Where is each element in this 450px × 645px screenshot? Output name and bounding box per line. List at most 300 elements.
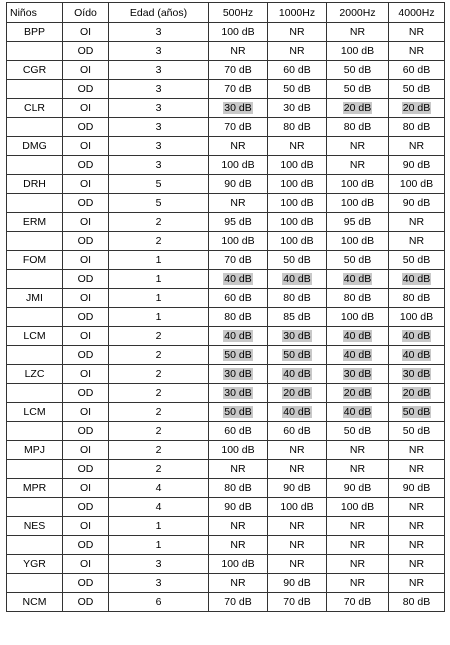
threshold-value: NR xyxy=(230,577,246,589)
threshold-value: 100 dB xyxy=(280,501,314,513)
cell-4000hz xyxy=(389,137,445,156)
threshold-value: 30 dB xyxy=(283,102,311,114)
threshold-value: NR xyxy=(408,520,425,532)
threshold-value: NR xyxy=(289,26,305,38)
threshold-value: 80 dB xyxy=(224,311,252,323)
cell-2000hz xyxy=(327,498,389,517)
table-row xyxy=(7,99,445,118)
audiometry-table-container xyxy=(6,2,444,612)
cell-4000hz xyxy=(389,270,445,289)
cell-1000hz xyxy=(268,555,327,574)
cell-500hz xyxy=(209,460,268,479)
threshold-value: 85 dB xyxy=(283,311,311,323)
cell-1000hz xyxy=(268,574,327,593)
threshold-value: 50 dB xyxy=(402,406,431,418)
threshold-value: NR xyxy=(408,140,425,152)
threshold-value: NR xyxy=(230,45,246,57)
cell-nino: LCM xyxy=(7,403,63,422)
cell-oido: OD xyxy=(63,422,109,441)
cell-4000hz xyxy=(389,384,445,403)
header-2000hz: 2000Hz xyxy=(327,3,389,23)
threshold-value: NR xyxy=(289,539,305,551)
cell-2000hz xyxy=(327,289,389,308)
cell-1000hz xyxy=(268,42,327,61)
threshold-value: NR xyxy=(289,45,305,57)
cell-nino xyxy=(7,422,63,441)
threshold-value: NR xyxy=(349,558,366,570)
cell-nino: DRH xyxy=(7,175,63,194)
cell-oido: OI xyxy=(63,365,109,384)
cell-2000hz xyxy=(327,536,389,555)
cell-nino xyxy=(7,194,63,213)
threshold-value: 60 dB xyxy=(224,425,252,437)
threshold-value: 80 dB xyxy=(224,482,252,494)
cell-nino xyxy=(7,232,63,251)
threshold-value: NR xyxy=(349,539,366,551)
cell-edad: 2 xyxy=(109,346,209,365)
cell-1000hz xyxy=(268,99,327,118)
cell-4000hz xyxy=(389,213,445,232)
threshold-value: 100 dB xyxy=(340,178,375,190)
cell-2000hz xyxy=(327,422,389,441)
cell-nino: MPJ xyxy=(7,441,63,460)
cell-oido: OD xyxy=(63,232,109,251)
cell-1000hz xyxy=(268,194,327,213)
cell-edad: 1 xyxy=(109,289,209,308)
threshold-value: 50 dB xyxy=(343,64,372,76)
cell-2000hz xyxy=(327,574,389,593)
threshold-value: NR xyxy=(349,463,366,475)
threshold-value: NR xyxy=(349,577,366,589)
cell-2000hz xyxy=(327,213,389,232)
threshold-value: 90 dB xyxy=(343,482,372,494)
threshold-value: NR xyxy=(230,140,246,152)
cell-oido: OI xyxy=(63,289,109,308)
table-row xyxy=(7,23,445,42)
threshold-value: 30 dB xyxy=(224,368,252,380)
threshold-value: 100 dB xyxy=(399,311,434,323)
threshold-value: 100 dB xyxy=(399,178,434,190)
threshold-value: NR xyxy=(408,444,425,456)
cell-edad: 1 xyxy=(109,270,209,289)
cell-2000hz xyxy=(327,365,389,384)
cell-1000hz xyxy=(268,137,327,156)
threshold-value: 95 dB xyxy=(224,216,252,228)
threshold-value: NR xyxy=(408,216,425,228)
cell-500hz xyxy=(209,61,268,80)
cell-2000hz xyxy=(327,327,389,346)
cell-500hz xyxy=(209,137,268,156)
cell-2000hz xyxy=(327,479,389,498)
cell-4000hz xyxy=(389,175,445,194)
cell-oido: OI xyxy=(63,517,109,536)
cell-4000hz xyxy=(389,23,445,42)
threshold-value: 100 dB xyxy=(280,216,314,228)
cell-edad: 3 xyxy=(109,42,209,61)
cell-4000hz xyxy=(389,498,445,517)
threshold-value: 100 dB xyxy=(280,235,314,247)
cell-oido: OD xyxy=(63,593,109,612)
cell-1000hz xyxy=(268,536,327,555)
threshold-value: 100 dB xyxy=(280,159,314,171)
cell-4000hz xyxy=(389,251,445,270)
threshold-value: 100 dB xyxy=(340,501,375,513)
cell-500hz xyxy=(209,365,268,384)
table-row xyxy=(7,118,445,137)
cell-2000hz xyxy=(327,194,389,213)
cell-oido: OD xyxy=(63,156,109,175)
cell-4000hz xyxy=(389,574,445,593)
threshold-value: NR xyxy=(349,444,366,456)
cell-1000hz xyxy=(268,118,327,137)
cell-1000hz xyxy=(268,498,327,517)
header-ninos: Niños xyxy=(7,3,63,23)
threshold-value: 100 dB xyxy=(280,178,314,190)
cell-4000hz xyxy=(389,460,445,479)
cell-nino xyxy=(7,156,63,175)
threshold-value: 50 dB xyxy=(343,254,372,266)
threshold-value: NR xyxy=(230,463,246,475)
cell-oido: OD xyxy=(63,270,109,289)
cell-nino: ERM xyxy=(7,213,63,232)
cell-500hz xyxy=(209,498,268,517)
cell-2000hz xyxy=(327,270,389,289)
threshold-value: 20 dB xyxy=(343,102,372,114)
cell-1000hz xyxy=(268,175,327,194)
cell-500hz xyxy=(209,346,268,365)
cell-2000hz xyxy=(327,61,389,80)
header-edad: Edad (años) xyxy=(109,3,209,23)
cell-500hz xyxy=(209,99,268,118)
cell-500hz xyxy=(209,403,268,422)
threshold-value: 40 dB xyxy=(283,273,311,285)
cell-1000hz xyxy=(268,156,327,175)
threshold-value: 100 dB xyxy=(221,558,255,570)
cell-nino xyxy=(7,498,63,517)
table-row xyxy=(7,384,445,403)
cell-oido: OI xyxy=(63,327,109,346)
header-500hz: 500Hz xyxy=(209,3,268,23)
threshold-value: 20 dB xyxy=(402,102,431,114)
cell-1000hz xyxy=(268,365,327,384)
cell-1000hz xyxy=(268,270,327,289)
threshold-value: 40 dB xyxy=(402,349,431,361)
table-row xyxy=(7,61,445,80)
threshold-value: 40 dB xyxy=(402,273,431,285)
cell-oido: OI xyxy=(63,175,109,194)
cell-500hz xyxy=(209,441,268,460)
cell-500hz xyxy=(209,536,268,555)
cell-nino: DMG xyxy=(7,137,63,156)
cell-edad: 3 xyxy=(109,61,209,80)
cell-2000hz xyxy=(327,99,389,118)
cell-oido: OD xyxy=(63,346,109,365)
table-row xyxy=(7,42,445,61)
threshold-value: 20 dB xyxy=(343,387,372,399)
cell-edad: 3 xyxy=(109,137,209,156)
cell-2000hz xyxy=(327,460,389,479)
cell-oido: OI xyxy=(63,479,109,498)
cell-1000hz xyxy=(268,346,327,365)
cell-500hz xyxy=(209,175,268,194)
cell-4000hz xyxy=(389,194,445,213)
cell-2000hz xyxy=(327,517,389,536)
table-row xyxy=(7,289,445,308)
cell-1000hz xyxy=(268,80,327,99)
cell-4000hz xyxy=(389,422,445,441)
table-header-row xyxy=(7,3,445,23)
table-row xyxy=(7,593,445,612)
cell-500hz xyxy=(209,327,268,346)
threshold-value: 40 dB xyxy=(343,406,372,418)
cell-1000hz xyxy=(268,460,327,479)
cell-2000hz xyxy=(327,156,389,175)
threshold-value: 100 dB xyxy=(340,45,375,57)
threshold-value: 50 dB xyxy=(283,349,311,361)
threshold-value: 80 dB xyxy=(402,292,431,304)
threshold-value: NR xyxy=(408,26,425,38)
cell-500hz xyxy=(209,23,268,42)
cell-edad: 5 xyxy=(109,175,209,194)
threshold-value: 40 dB xyxy=(343,330,372,342)
threshold-value: NR xyxy=(408,539,425,551)
cell-oido: OI xyxy=(63,23,109,42)
cell-nino xyxy=(7,80,63,99)
threshold-value: 70 dB xyxy=(224,254,252,266)
cell-edad: 2 xyxy=(109,232,209,251)
threshold-value: NR xyxy=(349,159,366,171)
cell-nino: LZC xyxy=(7,365,63,384)
cell-edad: 3 xyxy=(109,574,209,593)
cell-4000hz xyxy=(389,118,445,137)
threshold-value: 30 dB xyxy=(224,387,252,399)
cell-4000hz xyxy=(389,593,445,612)
threshold-value: 50 dB xyxy=(402,254,431,266)
cell-edad: 1 xyxy=(109,251,209,270)
cell-500hz xyxy=(209,232,268,251)
cell-500hz xyxy=(209,517,268,536)
table-row xyxy=(7,213,445,232)
cell-500hz xyxy=(209,479,268,498)
cell-nino xyxy=(7,460,63,479)
cell-oido: OI xyxy=(63,61,109,80)
cell-1000hz xyxy=(268,479,327,498)
cell-1000hz xyxy=(268,593,327,612)
cell-500hz xyxy=(209,42,268,61)
cell-2000hz xyxy=(327,80,389,99)
threshold-value: 70 dB xyxy=(224,596,252,608)
cell-edad: 3 xyxy=(109,99,209,118)
threshold-value: 40 dB xyxy=(224,273,252,285)
threshold-value: 50 dB xyxy=(343,83,372,95)
cell-nino xyxy=(7,346,63,365)
cell-2000hz xyxy=(327,232,389,251)
cell-4000hz xyxy=(389,536,445,555)
table-row xyxy=(7,441,445,460)
threshold-value: 90 dB xyxy=(283,577,311,589)
table-row xyxy=(7,422,445,441)
table-row xyxy=(7,517,445,536)
threshold-value: 30 dB xyxy=(402,368,431,380)
threshold-value: 80 dB xyxy=(402,596,431,608)
threshold-value: 100 dB xyxy=(221,235,255,247)
cell-4000hz xyxy=(389,517,445,536)
cell-nino xyxy=(7,118,63,137)
cell-edad: 6 xyxy=(109,593,209,612)
cell-edad: 5 xyxy=(109,194,209,213)
cell-edad: 2 xyxy=(109,213,209,232)
cell-edad: 4 xyxy=(109,498,209,517)
cell-edad: 2 xyxy=(109,403,209,422)
cell-500hz xyxy=(209,80,268,99)
threshold-value: 100 dB xyxy=(280,197,314,209)
cell-edad: 2 xyxy=(109,422,209,441)
cell-500hz xyxy=(209,213,268,232)
threshold-value: 100 dB xyxy=(221,159,255,171)
cell-1000hz xyxy=(268,384,327,403)
threshold-value: 40 dB xyxy=(343,349,372,361)
table-row xyxy=(7,80,445,99)
cell-nino: FOM xyxy=(7,251,63,270)
table-row xyxy=(7,251,445,270)
cell-edad: 2 xyxy=(109,460,209,479)
cell-oido: OD xyxy=(63,574,109,593)
cell-edad: 3 xyxy=(109,118,209,137)
header-oido: Oído xyxy=(63,3,109,23)
cell-4000hz xyxy=(389,61,445,80)
cell-nino xyxy=(7,384,63,403)
threshold-value: NR xyxy=(289,140,305,152)
table-row xyxy=(7,327,445,346)
cell-4000hz xyxy=(389,555,445,574)
table-row xyxy=(7,194,445,213)
threshold-value: NR xyxy=(408,577,425,589)
cell-nino: JMI xyxy=(7,289,63,308)
cell-1000hz xyxy=(268,213,327,232)
cell-edad: 3 xyxy=(109,23,209,42)
cell-500hz xyxy=(209,289,268,308)
cell-4000hz xyxy=(389,308,445,327)
cell-nino xyxy=(7,574,63,593)
cell-oido: OI xyxy=(63,403,109,422)
table-row xyxy=(7,574,445,593)
cell-nino xyxy=(7,42,63,61)
cell-nino: CGR xyxy=(7,61,63,80)
cell-500hz xyxy=(209,555,268,574)
cell-500hz xyxy=(209,384,268,403)
cell-nino: BPP xyxy=(7,23,63,42)
threshold-value: 60 dB xyxy=(283,425,311,437)
threshold-value: 60 dB xyxy=(224,292,252,304)
table-row xyxy=(7,498,445,517)
threshold-value: NR xyxy=(230,539,246,551)
threshold-value: 70 dB xyxy=(283,596,311,608)
threshold-value: 70 dB xyxy=(224,83,252,95)
threshold-value: 20 dB xyxy=(283,387,311,399)
table-row xyxy=(7,156,445,175)
cell-2000hz xyxy=(327,555,389,574)
cell-2000hz xyxy=(327,384,389,403)
cell-4000hz xyxy=(389,99,445,118)
cell-2000hz xyxy=(327,175,389,194)
threshold-value: NR xyxy=(230,520,246,532)
threshold-value: NR xyxy=(289,558,305,570)
cell-oido: OD xyxy=(63,498,109,517)
cell-oido: OD xyxy=(63,42,109,61)
cell-1000hz xyxy=(268,289,327,308)
table-row xyxy=(7,137,445,156)
cell-2000hz xyxy=(327,593,389,612)
threshold-value: NR xyxy=(408,558,425,570)
cell-oido: OD xyxy=(63,194,109,213)
cell-1000hz xyxy=(268,422,327,441)
cell-500hz xyxy=(209,422,268,441)
threshold-value: 20 dB xyxy=(402,387,431,399)
table-body xyxy=(7,23,445,612)
cell-4000hz xyxy=(389,365,445,384)
cell-4000hz xyxy=(389,80,445,99)
header-4000hz: 4000Hz xyxy=(389,3,445,23)
cell-oido: OI xyxy=(63,251,109,270)
cell-1000hz xyxy=(268,517,327,536)
cell-nino: NCM xyxy=(7,593,63,612)
cell-edad: 3 xyxy=(109,156,209,175)
cell-500hz xyxy=(209,251,268,270)
cell-edad: 1 xyxy=(109,517,209,536)
threshold-value: 50 dB xyxy=(343,425,372,437)
cell-edad: 3 xyxy=(109,80,209,99)
cell-nino: CLR xyxy=(7,99,63,118)
cell-oido: OI xyxy=(63,555,109,574)
cell-1000hz xyxy=(268,61,327,80)
threshold-value: 100 dB xyxy=(340,235,375,247)
table-row xyxy=(7,232,445,251)
cell-2000hz xyxy=(327,137,389,156)
cell-500hz xyxy=(209,194,268,213)
cell-oido: OI xyxy=(63,137,109,156)
table-row xyxy=(7,365,445,384)
cell-edad: 1 xyxy=(109,308,209,327)
threshold-value: 90 dB xyxy=(283,482,311,494)
threshold-value: 90 dB xyxy=(402,197,431,209)
cell-4000hz xyxy=(389,327,445,346)
cell-oido: OD xyxy=(63,384,109,403)
cell-2000hz xyxy=(327,403,389,422)
cell-nino: NES xyxy=(7,517,63,536)
cell-oido: OD xyxy=(63,118,109,137)
cell-2000hz xyxy=(327,308,389,327)
cell-2000hz xyxy=(327,23,389,42)
cell-1000hz xyxy=(268,441,327,460)
table-row xyxy=(7,479,445,498)
threshold-value: 100 dB xyxy=(221,444,255,456)
cell-nino xyxy=(7,270,63,289)
threshold-value: 80 dB xyxy=(343,121,372,133)
cell-500hz xyxy=(209,156,268,175)
cell-4000hz xyxy=(389,403,445,422)
cell-500hz xyxy=(209,308,268,327)
cell-2000hz xyxy=(327,441,389,460)
table-row xyxy=(7,270,445,289)
threshold-value: 50 dB xyxy=(224,406,252,418)
cell-4000hz xyxy=(389,289,445,308)
cell-4000hz xyxy=(389,42,445,61)
threshold-value: 30 dB xyxy=(283,330,311,342)
cell-1000hz xyxy=(268,403,327,422)
threshold-value: 90 dB xyxy=(224,501,252,513)
threshold-value: NR xyxy=(230,197,246,209)
threshold-value: 100 dB xyxy=(221,26,255,38)
